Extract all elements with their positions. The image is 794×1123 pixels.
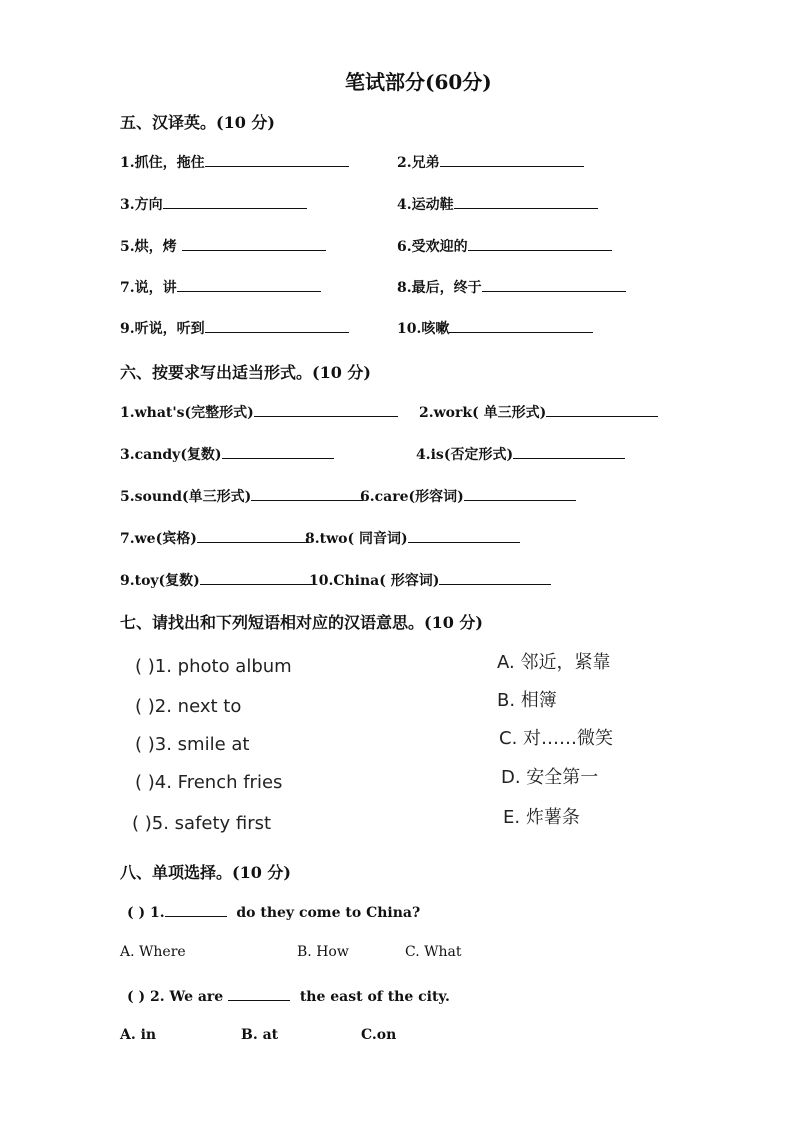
s5-item-6[interactable]: 6.受欢迎的 — [397, 236, 612, 256]
match-right-c: C. 对……微笑 — [499, 728, 614, 749]
s5-item-1[interactable]: 1.抓住，拖住 — [120, 152, 349, 172]
s6-item-5[interactable]: 5.sound(单三形式) — [120, 486, 363, 506]
s6-item-1[interactable]: 1.what's(完整形式) — [120, 402, 398, 422]
match-left-4[interactable]: ( )4. French fries — [135, 772, 283, 793]
s6-item-7[interactable]: 7.we(宾格) — [120, 528, 309, 548]
mc2-option-c[interactable]: C.on — [361, 1027, 397, 1043]
mc1-option-c[interactable]: C. What — [405, 944, 462, 960]
match-left-3[interactable]: ( )3. smile at — [135, 734, 250, 755]
section5-heading: 五、汉译英。(10 分) — [120, 113, 275, 132]
match-right-b: B. 相簿 — [497, 690, 557, 711]
match-right-e: E. 炸薯条 — [503, 807, 580, 828]
match-left-1[interactable]: ( )1. photo album — [135, 656, 292, 677]
s5-item-8[interactable]: 8.最后，终于 — [397, 277, 626, 297]
s5-item-9[interactable]: 9.听说，听到 — [120, 318, 349, 338]
s5-item-10[interactable]: 10.咳嗽 — [397, 318, 593, 338]
s5-item-3[interactable]: 3.方向 — [120, 194, 307, 214]
section7-heading: 七、请找出和下列短语相对应的汉语意思。(10 分) — [120, 613, 483, 632]
match-left-5[interactable]: ( )5. safety first — [132, 813, 272, 834]
s6-item-2[interactable]: 2.work( 单三形式) — [419, 402, 658, 422]
s6-item-4[interactable]: 4.is(否定形式) — [416, 444, 625, 464]
page-title: 笔试部分(60分) — [345, 70, 492, 94]
s5-item-2[interactable]: 2.兄弟 — [397, 152, 584, 172]
match-left-2[interactable]: ( )2. next to — [135, 696, 242, 717]
s6-item-8[interactable]: 8.two( 同音词) — [305, 528, 520, 548]
match-right-a: A. 邻近，紧靠 — [497, 652, 611, 673]
s6-item-6[interactable]: 6.care(形容词) — [360, 486, 576, 506]
match-right-d: D. 安全第一 — [501, 767, 599, 788]
mc-question-1[interactable]: ( ) 1. do they come to China? — [127, 902, 420, 921]
mc2-option-a[interactable]: A. in — [120, 1027, 157, 1043]
section8-heading: 八、单项选择。(10 分) — [120, 863, 291, 882]
s5-item-7[interactable]: 7.说，讲 — [120, 277, 321, 297]
mc1-option-a[interactable]: A. Where — [120, 944, 186, 960]
s5-item-4[interactable]: 4.运动鞋 — [397, 194, 598, 214]
s5-item-5[interactable]: 5.烘，烤 — [120, 236, 326, 256]
s6-item-9[interactable]: 9.toy(复数) — [120, 570, 312, 590]
s6-item-3[interactable]: 3.candy(复数) — [120, 444, 334, 464]
mc2-option-b[interactable]: B. at — [241, 1027, 279, 1043]
mc1-option-b[interactable]: B. How — [297, 944, 349, 960]
section6-heading: 六、按要求写出适当形式。(10 分) — [120, 363, 371, 382]
s6-item-10[interactable]: 10.China( 形容词) — [309, 570, 551, 590]
mc-question-2[interactable]: ( ) 2. We are the east of the city. — [127, 986, 450, 1005]
